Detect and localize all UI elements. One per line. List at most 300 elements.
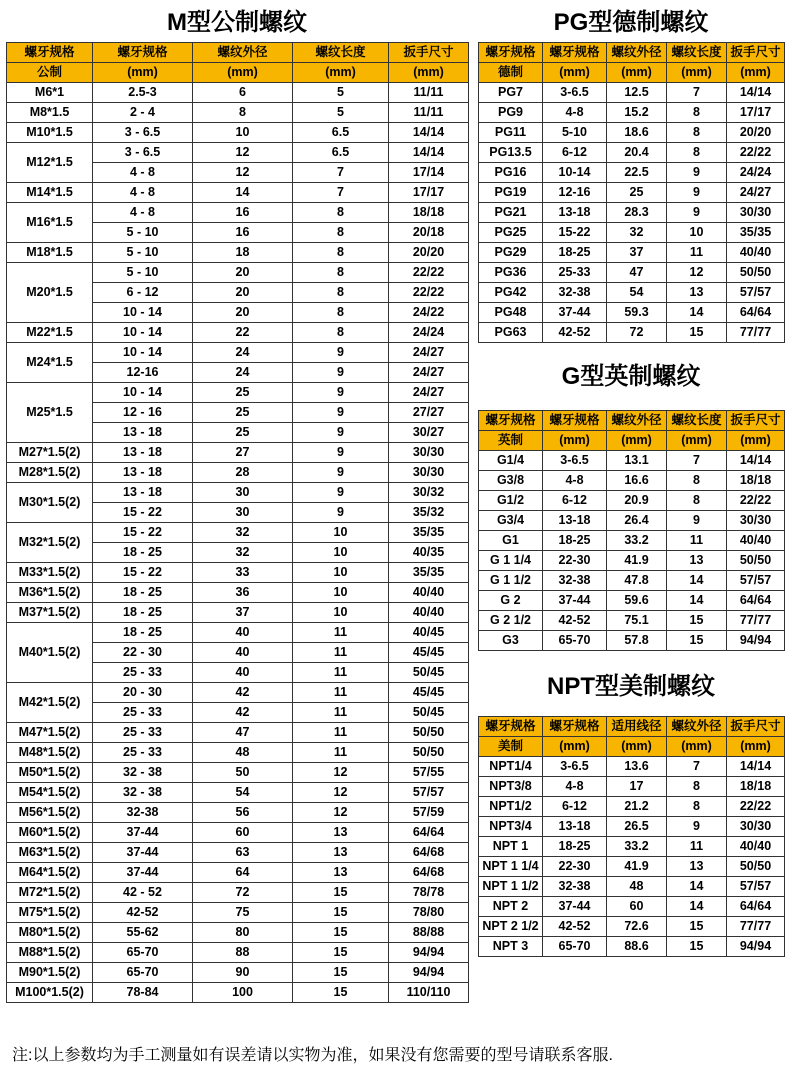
spec-cell: G 1 1/4: [479, 551, 543, 571]
value-cell: 57.8: [607, 631, 667, 651]
value-cell: 30: [193, 503, 293, 523]
value-cell: 14: [667, 591, 727, 611]
value-cell: 13.1: [607, 451, 667, 471]
table-row: [479, 123, 785, 143]
value-cell: 24: [193, 363, 293, 383]
table-row: [479, 817, 785, 837]
value-cell: 8: [667, 103, 727, 123]
value-cell: 10: [293, 563, 389, 583]
value-cell: 15: [293, 943, 389, 963]
value-cell: 25: [193, 403, 293, 423]
spec-cell: PG19: [479, 183, 543, 203]
value-cell: 9: [293, 423, 389, 443]
value-cell: 32-38: [93, 803, 193, 823]
value-cell: 13: [667, 857, 727, 877]
spec-cell: G1: [479, 531, 543, 551]
header-cell: 扳手尺寸: [727, 43, 785, 63]
value-cell: 50/50: [727, 263, 785, 283]
value-cell: 15: [293, 923, 389, 943]
value-cell: 40: [193, 623, 293, 643]
value-cell: 15: [293, 983, 389, 1003]
value-cell: 18 - 25: [93, 583, 193, 603]
header-row: [479, 411, 785, 431]
value-cell: 17/14: [389, 163, 469, 183]
table-row: [479, 591, 785, 611]
value-cell: 42-52: [543, 323, 607, 343]
value-cell: 5 - 10: [93, 263, 193, 283]
value-cell: 56: [193, 803, 293, 823]
value-cell: 7: [667, 451, 727, 471]
value-cell: 10 - 14: [93, 323, 193, 343]
value-cell: 20/20: [727, 123, 785, 143]
header-cell: (mm): [607, 63, 667, 83]
value-cell: 17: [607, 777, 667, 797]
value-cell: 12 - 16: [93, 403, 193, 423]
value-cell: 10 - 14: [93, 383, 193, 403]
spec-cell: G3/4: [479, 511, 543, 531]
spec-cell: M50*1.5(2): [7, 763, 93, 783]
spec-cell: NPT3/8: [479, 777, 543, 797]
value-cell: 33: [193, 563, 293, 583]
value-cell: 18/18: [727, 777, 785, 797]
table-row: [7, 763, 469, 783]
table-row: [7, 803, 469, 823]
value-cell: 32 - 38: [93, 783, 193, 803]
value-cell: 54: [607, 283, 667, 303]
spec-cell: NPT 1: [479, 837, 543, 857]
spec-cell: M80*1.5(2): [7, 923, 93, 943]
value-cell: 26.5: [607, 817, 667, 837]
value-cell: 37: [193, 603, 293, 623]
value-cell: 18/18: [389, 203, 469, 223]
header-cell: 螺牙规格: [7, 43, 93, 63]
value-cell: 94/94: [727, 631, 785, 651]
value-cell: 12: [193, 163, 293, 183]
value-cell: 37: [607, 243, 667, 263]
value-cell: 9: [667, 183, 727, 203]
spec-cell: M30*1.5(2): [7, 483, 93, 523]
table-row: [7, 683, 469, 703]
header-cell: (mm): [667, 63, 727, 83]
value-cell: 18 - 25: [93, 543, 193, 563]
value-cell: 59.6: [607, 591, 667, 611]
value-cell: 24/27: [389, 363, 469, 383]
value-cell: 11: [667, 837, 727, 857]
spec-cell: M25*1.5: [7, 383, 93, 443]
header-cell: 公制: [7, 63, 93, 83]
table-row: [7, 823, 469, 843]
header-cell: 螺纹外径: [607, 43, 667, 63]
table-row: [7, 183, 469, 203]
value-cell: 63: [193, 843, 293, 863]
value-cell: 9: [667, 511, 727, 531]
table-row: [479, 571, 785, 591]
table-row: [7, 883, 469, 903]
header-cell: 螺纹外径: [667, 717, 727, 737]
spec-cell: M20*1.5: [7, 263, 93, 323]
spec-cell: NPT3/4: [479, 817, 543, 837]
value-cell: 12.5: [607, 83, 667, 103]
table-row: [479, 757, 785, 777]
value-cell: 42-52: [93, 903, 193, 923]
value-cell: 11/11: [389, 83, 469, 103]
value-cell: 65-70: [543, 937, 607, 957]
spec-cell: M63*1.5(2): [7, 843, 93, 863]
value-cell: 18.6: [607, 123, 667, 143]
spec-cell: G 1 1/2: [479, 571, 543, 591]
header-cell: (mm): [607, 431, 667, 451]
spec-cell: G 2 1/2: [479, 611, 543, 631]
value-cell: 110/110: [389, 983, 469, 1003]
g-table-title: G型英制螺纹: [561, 363, 701, 390]
table-row: [479, 877, 785, 897]
value-cell: 13 - 18: [93, 483, 193, 503]
value-cell: 11: [667, 243, 727, 263]
value-cell: 21.2: [607, 797, 667, 817]
value-cell: 3-6.5: [543, 83, 607, 103]
value-cell: 40/35: [389, 543, 469, 563]
header-cell: (mm): [727, 737, 785, 757]
table-row: [7, 863, 469, 883]
value-cell: 65-70: [93, 943, 193, 963]
spec-cell: M22*1.5: [7, 323, 93, 343]
header-cell: 螺纹长度: [293, 43, 389, 63]
value-cell: 2 - 4: [93, 103, 193, 123]
header-cell: 螺纹长度: [667, 411, 727, 431]
value-cell: 94/94: [389, 963, 469, 983]
value-cell: 3 - 6.5: [93, 123, 193, 143]
value-cell: 37-44: [93, 863, 193, 883]
value-cell: 78-84: [93, 983, 193, 1003]
value-cell: 32: [607, 223, 667, 243]
spec-cell: M24*1.5: [7, 343, 93, 383]
value-cell: 54: [193, 783, 293, 803]
header-cell: (mm): [93, 63, 193, 83]
value-cell: 50/50: [727, 551, 785, 571]
value-cell: 90: [193, 963, 293, 983]
value-cell: 37-44: [93, 843, 193, 863]
value-cell: 10 - 14: [93, 303, 193, 323]
table-row: [479, 143, 785, 163]
value-cell: 8: [293, 283, 389, 303]
value-cell: 88.6: [607, 937, 667, 957]
value-cell: 9: [667, 163, 727, 183]
value-cell: 60: [607, 897, 667, 917]
value-cell: 75: [193, 903, 293, 923]
value-cell: 14/14: [727, 451, 785, 471]
header-cell: 螺牙规格: [93, 43, 193, 63]
header-cell: (mm): [727, 431, 785, 451]
value-cell: 13: [293, 863, 389, 883]
value-cell: 17/17: [727, 103, 785, 123]
value-cell: 40/45: [389, 623, 469, 643]
value-cell: 42: [193, 703, 293, 723]
value-cell: 45/45: [389, 683, 469, 703]
table-row: [7, 563, 469, 583]
npt-thread-table: [478, 716, 785, 957]
value-cell: 36: [193, 583, 293, 603]
table-row: [7, 323, 469, 343]
value-cell: 24/27: [389, 343, 469, 363]
value-cell: 35/35: [389, 523, 469, 543]
value-cell: 72.6: [607, 917, 667, 937]
value-cell: 22/22: [727, 797, 785, 817]
spec-cell: PG21: [479, 203, 543, 223]
value-cell: 12: [193, 143, 293, 163]
spec-cell: M18*1.5: [7, 243, 93, 263]
value-cell: 57/57: [727, 571, 785, 591]
value-cell: 94/94: [389, 943, 469, 963]
spec-cell: PG48: [479, 303, 543, 323]
value-cell: 11: [293, 643, 389, 663]
header-cell: 螺牙规格: [543, 411, 607, 431]
value-cell: 9: [293, 463, 389, 483]
value-cell: 24/27: [389, 383, 469, 403]
table-row: [479, 631, 785, 651]
value-cell: 100: [193, 983, 293, 1003]
header-cell: (mm): [607, 737, 667, 757]
header-cell: 螺纹外径: [193, 43, 293, 63]
value-cell: 35/32: [389, 503, 469, 523]
value-cell: 13-18: [543, 511, 607, 531]
spec-cell: PG36: [479, 263, 543, 283]
value-cell: 13-18: [543, 203, 607, 223]
value-cell: 14: [667, 877, 727, 897]
value-cell: 5-10: [543, 123, 607, 143]
header-cell: (mm): [543, 737, 607, 757]
value-cell: 8: [293, 263, 389, 283]
value-cell: 48: [193, 743, 293, 763]
value-cell: 22-30: [543, 857, 607, 877]
value-cell: 59.3: [607, 303, 667, 323]
value-cell: 25: [193, 423, 293, 443]
value-cell: 32-38: [543, 283, 607, 303]
value-cell: 50/50: [727, 857, 785, 877]
header-cell: 美制: [479, 737, 543, 757]
npt-table-title: NPT型美制螺纹: [547, 673, 715, 700]
header-cell: (mm): [667, 431, 727, 451]
table-row: [479, 203, 785, 223]
value-cell: 22/22: [389, 283, 469, 303]
value-cell: 10: [193, 123, 293, 143]
table-row: [7, 263, 469, 283]
spec-cell: NPT 1 1/2: [479, 877, 543, 897]
table-row: [479, 797, 785, 817]
spec-cell: M56*1.5(2): [7, 803, 93, 823]
header-cell: (mm): [389, 63, 469, 83]
value-cell: 22 - 30: [93, 643, 193, 663]
value-cell: 11: [293, 683, 389, 703]
spec-cell: M72*1.5(2): [7, 883, 93, 903]
spec-cell: M28*1.5(2): [7, 463, 93, 483]
value-cell: 20: [193, 263, 293, 283]
value-cell: 17/17: [389, 183, 469, 203]
value-cell: 50/45: [389, 663, 469, 683]
table-row: [7, 483, 469, 503]
value-cell: 14: [667, 897, 727, 917]
value-cell: 60: [193, 823, 293, 843]
table-row: [7, 923, 469, 943]
value-cell: 40/40: [727, 837, 785, 857]
pg-table-title: PG型德制螺纹: [553, 9, 709, 36]
value-cell: 57/55: [389, 763, 469, 783]
value-cell: 9: [293, 403, 389, 423]
value-cell: 64/64: [389, 823, 469, 843]
table-row: [7, 983, 469, 1003]
value-cell: 12: [293, 763, 389, 783]
value-cell: 6 - 12: [93, 283, 193, 303]
value-cell: 16.6: [607, 471, 667, 491]
header-cell: 英制: [479, 431, 543, 451]
value-cell: 25 - 33: [93, 703, 193, 723]
table-row: [479, 451, 785, 471]
value-cell: 13 - 18: [93, 463, 193, 483]
table-row: [479, 83, 785, 103]
header-cell: 扳手尺寸: [389, 43, 469, 63]
footer-note: 注:以上参数均为手工测量如有误差请以实物为准，如果没有您需要的型号请联系客服.: [12, 1047, 613, 1064]
value-cell: 9: [293, 443, 389, 463]
spec-cell: M42*1.5(2): [7, 683, 93, 723]
value-cell: 14/14: [727, 83, 785, 103]
table-row: [479, 283, 785, 303]
value-cell: 24/27: [727, 183, 785, 203]
value-cell: 8: [193, 103, 293, 123]
table-row: [479, 897, 785, 917]
value-cell: 4 - 8: [93, 163, 193, 183]
table-row: [479, 491, 785, 511]
m-thread-table: [6, 42, 469, 1003]
value-cell: 88: [193, 943, 293, 963]
spec-cell: M47*1.5(2): [7, 723, 93, 743]
table-row: [7, 103, 469, 123]
header-cell: (mm): [667, 737, 727, 757]
table-row: [7, 783, 469, 803]
header-row: [7, 63, 469, 83]
value-cell: 4-8: [543, 777, 607, 797]
table-row: [7, 203, 469, 223]
table-row: [479, 263, 785, 283]
value-cell: 6: [193, 83, 293, 103]
value-cell: 5 - 10: [93, 223, 193, 243]
value-cell: 6-12: [543, 797, 607, 817]
value-cell: 41.9: [607, 857, 667, 877]
spec-cell: G3/8: [479, 471, 543, 491]
header-row: [479, 431, 785, 451]
value-cell: 10: [293, 583, 389, 603]
value-cell: 11: [293, 723, 389, 743]
value-cell: 47: [193, 723, 293, 743]
value-cell: 42: [193, 683, 293, 703]
spec-cell: M88*1.5(2): [7, 943, 93, 963]
value-cell: 22/22: [727, 491, 785, 511]
value-cell: 20/18: [389, 223, 469, 243]
value-cell: 9: [293, 483, 389, 503]
spec-cell: M37*1.5(2): [7, 603, 93, 623]
spec-cell: M16*1.5: [7, 203, 93, 243]
value-cell: 12-16: [93, 363, 193, 383]
value-cell: 28: [193, 463, 293, 483]
value-cell: 15.2: [607, 103, 667, 123]
value-cell: 18/18: [727, 471, 785, 491]
value-cell: 25 - 33: [93, 663, 193, 683]
value-cell: 40: [193, 643, 293, 663]
value-cell: 37-44: [93, 823, 193, 843]
value-cell: 11/11: [389, 103, 469, 123]
value-cell: 8: [667, 491, 727, 511]
value-cell: 20.4: [607, 143, 667, 163]
table-row: [7, 143, 469, 163]
value-cell: 41.9: [607, 551, 667, 571]
value-cell: 20 - 30: [93, 683, 193, 703]
spec-cell: M12*1.5: [7, 143, 93, 183]
table-row: [7, 903, 469, 923]
table-row: [7, 603, 469, 623]
spec-cell: M75*1.5(2): [7, 903, 93, 923]
value-cell: 14: [193, 183, 293, 203]
value-cell: 22/22: [727, 143, 785, 163]
value-cell: 5: [293, 83, 389, 103]
value-cell: 32 - 38: [93, 763, 193, 783]
value-cell: 8: [293, 303, 389, 323]
spec-cell: M10*1.5: [7, 123, 93, 143]
value-cell: 8: [293, 203, 389, 223]
value-cell: 32: [193, 523, 293, 543]
value-cell: 37-44: [543, 591, 607, 611]
header-row: [7, 43, 469, 63]
value-cell: 57/57: [389, 783, 469, 803]
value-cell: 11: [667, 531, 727, 551]
value-cell: 64/68: [389, 843, 469, 863]
value-cell: 9: [293, 503, 389, 523]
header-cell: (mm): [543, 431, 607, 451]
table-row: [479, 531, 785, 551]
value-cell: 15: [667, 323, 727, 343]
value-cell: 14/14: [389, 123, 469, 143]
value-cell: 10-14: [543, 163, 607, 183]
value-cell: 64/68: [389, 863, 469, 883]
value-cell: 20.9: [607, 491, 667, 511]
spec-cell: NPT 3: [479, 937, 543, 957]
value-cell: 13 - 18: [93, 443, 193, 463]
value-cell: 10: [293, 543, 389, 563]
header-row: [479, 43, 785, 63]
value-cell: 77/77: [727, 611, 785, 631]
value-cell: 30/30: [389, 443, 469, 463]
table-row: [7, 943, 469, 963]
value-cell: 25: [193, 383, 293, 403]
value-cell: 50/50: [389, 723, 469, 743]
header-cell: (mm): [727, 63, 785, 83]
value-cell: 15: [667, 937, 727, 957]
value-cell: 33.2: [607, 531, 667, 551]
value-cell: 15 - 22: [93, 563, 193, 583]
header-cell: 螺纹长度: [667, 43, 727, 63]
value-cell: 42-52: [543, 611, 607, 631]
g-thread-table: [478, 410, 785, 651]
spec-cell: PG13.5: [479, 143, 543, 163]
value-cell: 7: [293, 163, 389, 183]
table-row: [479, 323, 785, 343]
value-cell: 18 - 25: [93, 603, 193, 623]
spec-cell: M54*1.5(2): [7, 783, 93, 803]
value-cell: 32-38: [543, 877, 607, 897]
spec-cell: G3: [479, 631, 543, 651]
value-cell: 7: [667, 757, 727, 777]
value-cell: 64/64: [727, 897, 785, 917]
value-cell: 32-38: [543, 571, 607, 591]
table-row: [479, 471, 785, 491]
spec-cell: NPT1/4: [479, 757, 543, 777]
